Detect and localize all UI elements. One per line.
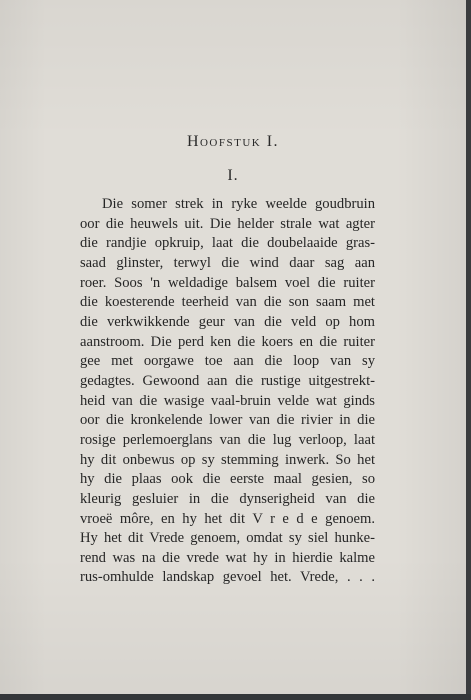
text-line: oor die kronkelende lower van die rivier in die	[80, 412, 375, 429]
text-line: saad glinster, terwyl die wind daar sag aan	[80, 254, 375, 271]
text-line: heid van die wasige vaal-bruin velde wat ginds	[80, 392, 375, 409]
text-line: gedagtes. Gewoond aan die rustige uitgestrekt-	[80, 372, 375, 389]
text-line: gee met oorgawe toe aan die loop van sy	[80, 353, 375, 370]
text-line: die verkwikkende geur van die veld op hom	[80, 313, 375, 330]
text-line: vroeë môre, en hy het dit V r e d e genoem.	[80, 510, 375, 527]
text-line: rend was na die vrede wat hy in hierdie kalme	[80, 549, 375, 566]
text-line: roer. Soos 'n weldadige balsem voel die ruiter	[80, 274, 375, 291]
section-heading: I.	[227, 167, 239, 184]
text-line: oor die heuwels uit. Die helder strale wat agter	[80, 215, 375, 232]
page-edge	[466, 0, 471, 700]
text-line: kleurig gesluier in die dynserigheid van die	[80, 490, 375, 507]
text-line: die koesterende teerheid van die son saam met	[80, 294, 375, 311]
text-line: hy die plaas ook die eerste maal gesien, so	[80, 471, 375, 488]
text-line: die randjie opkruip, laat die doubelaaide gras-	[80, 235, 375, 252]
text-line: Hy het dit Vrede genoem, omdat sy siel hunke-	[80, 530, 375, 547]
body-text	[80, 195, 375, 588]
text-line: rus-omhulde landskap gevoel het. Vrede, . . .	[80, 569, 375, 586]
text-line: Die somer strek in ryke weelde goudbruin	[102, 196, 375, 212]
chapter-heading: Hoofstuk I.	[186, 133, 280, 150]
page-edge	[0, 694, 471, 700]
text-line: rosige perlemoerglans van die lug verloop, laat	[80, 431, 375, 448]
text-line: hy dit onbewus op sy stemming inwerk. So het	[80, 451, 375, 468]
text-line: aanstroom. Die perd ken die koers en die ruiter	[80, 333, 375, 350]
